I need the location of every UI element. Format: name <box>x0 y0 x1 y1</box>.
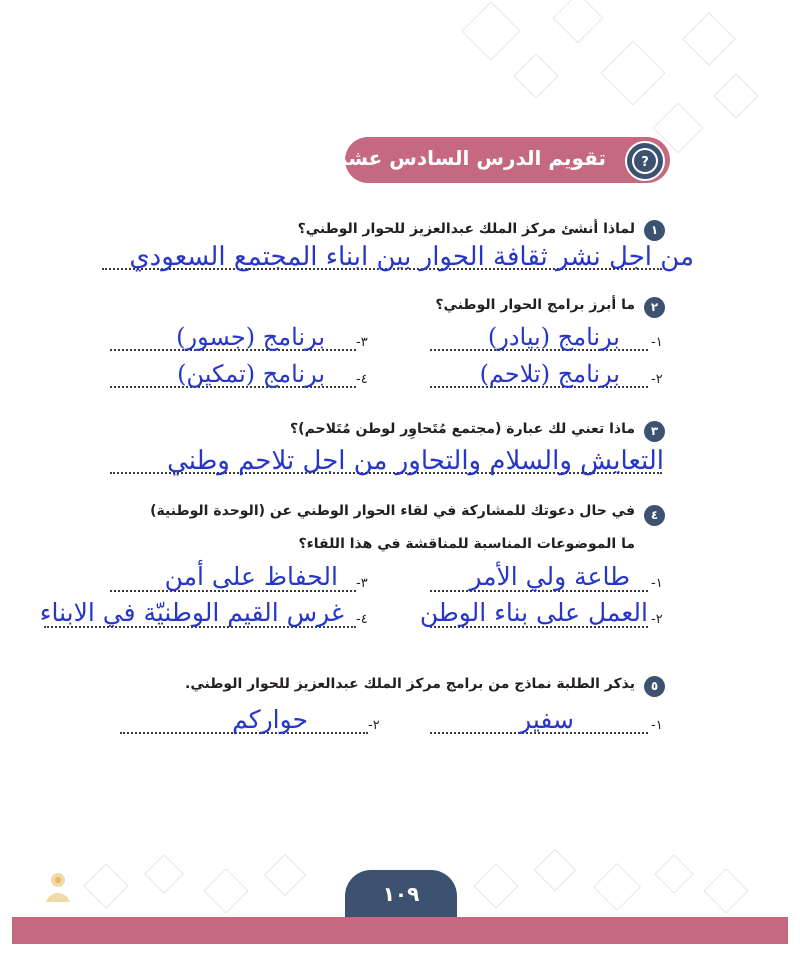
item-label: ١- <box>651 576 663 591</box>
footer-bar <box>12 917 788 944</box>
answer-4-2: العمل على بناء الوطن <box>419 598 648 627</box>
ministry-logo-icon <box>40 868 76 908</box>
answer-2-3: برنامج (جسور) <box>176 323 325 351</box>
question-5-text: يذكر الطلبة نماذج من برامج مركز الملك عبدالعزيز للحوار الوطني. <box>185 676 635 692</box>
item-label: ٢- <box>368 718 380 733</box>
question-number-5: ٥ <box>644 676 665 697</box>
answer-4-1: طاعة ولي الأمر <box>469 562 630 591</box>
answer-3: التعايش والسلام والتحاور من اجل تلاحم وطني <box>167 446 664 476</box>
item-label: ٤- <box>356 372 368 387</box>
question-number-3: ٣ <box>644 421 665 442</box>
answer-4-3: الحفاظ على أمن <box>164 562 338 591</box>
item-label: ٣- <box>356 576 368 591</box>
item-label: ٣- <box>356 335 368 350</box>
lesson-title-bar <box>335 137 670 183</box>
item-label: ٤- <box>356 612 368 627</box>
item-label: ٢- <box>651 612 663 627</box>
thinking-head-icon <box>625 141 665 181</box>
question-number-2: ٢ <box>644 297 665 318</box>
question-number-1: ١ <box>644 220 665 241</box>
lesson-title: تقويم الدرس السادس عشر <box>335 146 606 170</box>
item-label: ١- <box>651 335 663 350</box>
question-4-text-line1: في حال دعوتك للمشاركة في لقاء الحوار الوطني عن (الوحدة الوطنية) <box>150 503 635 519</box>
item-label: ٢- <box>651 372 663 387</box>
answer-2-2: برنامج (تلاحم) <box>479 360 620 388</box>
question-2-text: ما أبرز برامج الحوار الوطني؟ <box>435 297 635 313</box>
answer-5-1: سفير <box>519 705 574 734</box>
answer-2-1: برنامج (بيادر) <box>487 323 620 351</box>
answer-4-4: غرس القيم الوطنيّة في الابناء <box>39 598 344 627</box>
question-3-text: ماذا تعني لك عبارة (مجتمع مُتَحاوِر لوطن مُتَلاحم)؟ <box>290 421 635 437</box>
answer-2-4: برنامج (تمكين) <box>177 360 325 388</box>
item-label: ١- <box>651 718 663 733</box>
answer-5-2: حواركم <box>232 705 308 734</box>
answer-1: من اجل نشر ثقافة الحوار بين ابناء المجتمع السعودي <box>129 242 694 272</box>
svg-text:?: ? <box>641 155 649 170</box>
question-1-text: لماذا أنشئ مركز الملك عبدالعزيز للحوار الوطني؟ <box>297 221 635 237</box>
question-4-text-line2: ما الموضوعات المناسبة للمناقشة في هذا اللقاء؟ <box>298 536 635 552</box>
question-number-4: ٤ <box>644 505 665 526</box>
page-number: ١٠٩ <box>382 882 420 906</box>
